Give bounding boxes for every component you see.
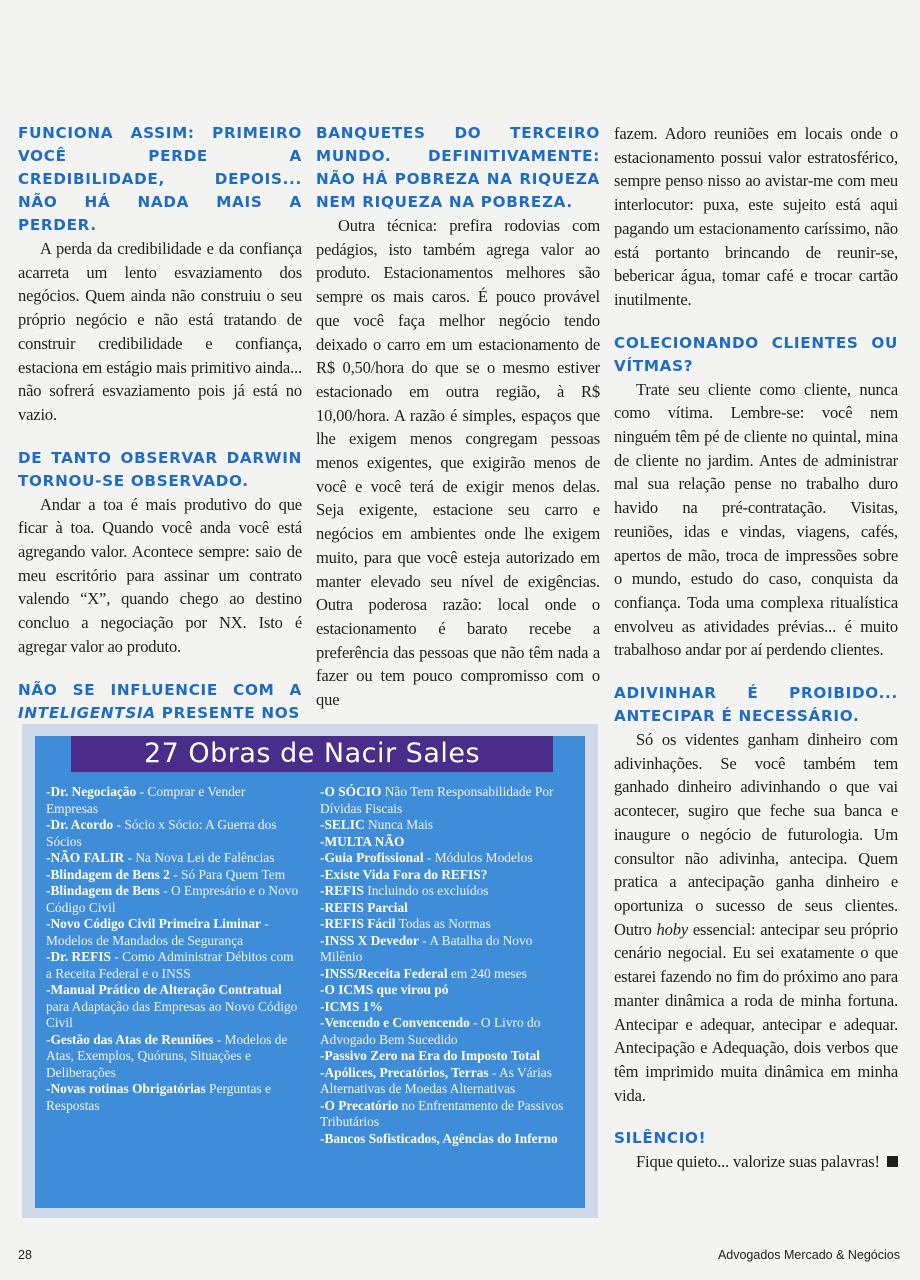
book-title: -Novas rotinas Obrigatórias (46, 1081, 206, 1096)
book-subtitle: - Módulos Modelos (423, 850, 533, 865)
book-item (320, 933, 576, 966)
paragraph-parking: Outra técnica: prefira rodovias com pedágios, isto também agrega valor ao produto. Estacionamentos melhores são sempre os mais caros. É pouco provável que você faça melhor negócio tendo deixado o carro em um estacionamento de R$ 0,50/hora do que se o mesmo estiver estacionado em outra região, à R$ 10,00/hora. A razão é simples, espaços que lhe exigem menos congregam pessoas menos exigentes, que exigirão menos de você e você terá de exigir menos delas. Seja exigente, estacione seu carro e negócios em ambientes onde lhe exigem muito, para que você esteja autorizado em manter elevado seu nível de exigências. Outra poderosa razão: local onde o estacionamento é barato recebe a preferência das pessoas que não têm nada a fazer ou tem pouco compromisso com o que (316, 216, 600, 710)
book-title: -Dr. REFIS (46, 949, 111, 964)
section-heading-clients: COLECIONANDO CLIENTES OU VÍTMAS? (614, 333, 898, 375)
book-subtitle: - Comprar e Vender Empresas (46, 784, 246, 816)
book-title: -Dr. Negociação (46, 784, 137, 799)
article-column-2 (316, 122, 600, 712)
book-title: -MULTA NÃO (320, 833, 405, 849)
book-title: -REFIS (320, 883, 364, 898)
book-subtitle: Todas as Normas (395, 916, 491, 931)
book-subtitle: Incluindo os excluídos (363, 883, 489, 898)
paragraph-credibility: A perda da credibilidade e da confiança acarreta um lento esvaziamento dos negócios. Quem ainda não construiu o seu próprio negócio e não está tratando de construir credibilidade e confiança, estaciona em estágio mais primitivo ainda... não sofrerá esvaziamento pois já está no vazio. (18, 239, 302, 424)
section-heading-intelligentsia: NÃO SE INFLUENCIE COM A INTELIGENTSIA PRESENTE NOS (18, 680, 302, 722)
book-title: -NÃO FALIR (46, 850, 125, 865)
book-item (320, 850, 576, 867)
book-item (46, 883, 300, 916)
section-heading-banquets: BANQUETES DO TERCEIRO MUNDO. DEFINITIVAMENTE: NÃO HÁ POBREZA NA RIQUEZA NEM RIQUEZA NA POBREZA. (316, 124, 600, 211)
book-subtitle: - As Várias Alternativas de Moedas Alternativas (320, 1064, 552, 1096)
book-title: -Novo Código Civil Primeira Liminar (46, 916, 261, 931)
book-item (46, 784, 300, 817)
book-item (320, 999, 576, 1016)
book-item (320, 784, 576, 817)
book-item (320, 1065, 576, 1098)
book-subtitle: - Sócio x Sócio: A Guerra dos Sócios (46, 817, 277, 849)
book-item (320, 817, 576, 834)
book-item (320, 916, 576, 933)
paragraph-anticipate: Só os videntes ganham dinheiro com adivinhações. Se você também tem ganhado dinheiro adivinhando o que vai acontecer, sugiro que feche sua banca e inaugure o negócio de futurologia. Um consultor não adivinha, antecipa. Quem pratica a antecipação ganha dinheiro e oportuniza o sucesso de seus clientes. Outro hoby essencial: antecipar seu próprio cenário negocial. Eu sei exatamente o que estarei fazendo no fim do próximo ano para manter dinâmica a roda de minha fortuna. Antecipar e adequar, antecipar e adequar. Antecipação e Adequação, dois verbos que têm imprimido muita dinâmica em minha vida. (614, 730, 898, 1105)
book-item (320, 900, 576, 917)
book-item (46, 982, 300, 1032)
book-item (320, 1048, 576, 1065)
book-title: -REFIS Parcial (320, 899, 408, 915)
book-title: -SELIC (320, 817, 365, 832)
book-subtitle: em 240 meses (447, 965, 527, 981)
book-item (320, 883, 576, 900)
book-subtitle: Perguntas e Respostas (46, 1081, 271, 1113)
book-item (46, 916, 300, 949)
book-item (46, 817, 300, 850)
book-item (320, 1015, 576, 1048)
book-item (46, 1081, 300, 1114)
book-item (46, 850, 300, 867)
book-title: -Apólices, Precatórios, Terras (320, 1064, 489, 1080)
section-heading-anticipate: ADIVINHAR É PROIBIDO... ANTECIPAR É NECESSÁRIO. (614, 684, 898, 726)
book-item (46, 949, 300, 982)
book-subtitle: Não Tem Responsabilidade Por Dívidas Fiscais (320, 784, 554, 816)
section-heading-silence: SILÊNCIO! (614, 1129, 707, 1148)
section-heading-darwin: DE TANTO OBSERVAR DARWIN TORNOU-SE OBSERVADO. (18, 448, 302, 490)
books-list-left (46, 784, 300, 1114)
paragraph-silence: Fique quieto... valorize suas palavras! (614, 1150, 898, 1174)
magazine-name: Advogados Mercado & Negócios (717, 1248, 900, 1262)
paragraph-darwin: Andar a toa é mais produtivo do que ficar à toa. Quando você anda você está agregando valor. Acontece sempre: saio de meu escritório para assinar um contrato valendo “X”, quando chego ao destino concluo a negociação por NX. Isto é agregar valor ao produto. (18, 494, 302, 656)
book-subtitle: - Na Nova Lei de Falências (124, 850, 275, 865)
book-subtitle: - Como Administrar Débitos com a Receita Federal e o INSS (46, 949, 294, 981)
article-column-3 (614, 122, 898, 1174)
books-list-right (320, 784, 576, 1147)
books-box-title: 27 Obras de Nacir Sales (71, 736, 553, 772)
book-item (320, 966, 576, 983)
book-subtitle: - O Empresário e o Novo Código Civil (46, 883, 299, 915)
book-title: -Existe Vida Fora do REFIS? (320, 866, 488, 882)
book-title: -REFIS Fácil (320, 916, 396, 931)
book-title: -ICMS 1% (320, 998, 383, 1014)
book-item (320, 1131, 576, 1148)
book-title: -Passivo Zero na Era do Imposto Total (320, 1048, 540, 1063)
book-subtitle: no Enfrentamento de Passivos Tributários (320, 1097, 564, 1129)
book-item (320, 1098, 576, 1131)
book-title: -INSS X Devedor (320, 932, 419, 948)
book-item (320, 867, 576, 884)
book-title: -O SÓCIO (320, 784, 382, 799)
book-title: -Gestão das Atas de Reuniões (46, 1031, 214, 1047)
page-number: 28 (18, 1248, 32, 1262)
book-subtitle: para Adaptação das Empresas ao Novo Código Civil (46, 998, 298, 1030)
book-title: -O ICMS que virou pó (320, 982, 449, 997)
end-of-article-square-icon (887, 1156, 898, 1167)
book-subtitle: - A Batalha do Novo Milênio (320, 932, 533, 964)
book-title: -Bancos Sofisticados, Agências do Inferno (320, 1130, 558, 1146)
book-subtitle: - O Livro do Advogado Bem Sucedido (320, 1015, 541, 1047)
book-item (46, 1032, 300, 1082)
book-title: -Blindagem de Bens 2 (46, 866, 170, 882)
section-heading-credibility: FUNCIONA ASSIM: PRIMEIRO VOCÊ PERDE A CREDIBILIDADE, DEPOIS... NÃO HÁ NADA MAIS A PERDER. (18, 124, 302, 234)
book-title: -Vencendo e Convencendo (320, 1015, 470, 1030)
book-subtitle: - Modelos de Mandados de Segurança (46, 916, 269, 948)
book-subtitle: Nunca Mais (364, 817, 434, 832)
book-item (320, 834, 576, 851)
book-title: -Guia Profissional (320, 850, 424, 865)
book-title: -Manual Prático de Alteração Contratual (46, 982, 282, 997)
book-title: -Dr. Acordo (46, 817, 114, 832)
book-title: -INSS/Receita Federal (320, 965, 448, 981)
paragraph-meetings: fazem. Adoro reuniões em locais onde o estacionamento possui valor estratosférico, sempre penso nisso ao avistar-me com meu interlocutor: puxa, este sujeito está aqui pagando um estacionamento caríssimo, não está portanto brincando de reunir-se, bebericar água, tomar café e trocar cartão inutilmente. (614, 124, 898, 309)
book-subtitle: - Só Para Quem Tem (169, 866, 286, 882)
book-title: -Blindagem de Bens (46, 883, 160, 898)
book-item (46, 867, 300, 884)
book-subtitle: - Modelos de Atas, Exemplos, Quóruns, Situações e Deliberações (46, 1031, 288, 1080)
books-box (22, 724, 598, 1218)
book-title: -O Precatório (320, 1097, 399, 1113)
books-box-panel (35, 736, 585, 1208)
article-column-1 (18, 122, 302, 725)
book-item (320, 982, 576, 999)
paragraph-clients: Trate seu cliente como cliente, nunca como vítima. Lembre-se: você nem ninguém têm pé de cliente no quintal, mina de cliente no jardim. Antes de administrar mal sua relação pense no trabalho duro havido na pré-contratação. Visitas, reuniões, idas e vindas, viagens, cafés, apertos de mão, troca de impressões sobre o mundo, estudo do caso, conquista da confiança. Toda uma complexa ritualística envolveu as atividades prévias... é muito trabalhoso andar por aí perdendo clientes. (614, 379, 898, 660)
